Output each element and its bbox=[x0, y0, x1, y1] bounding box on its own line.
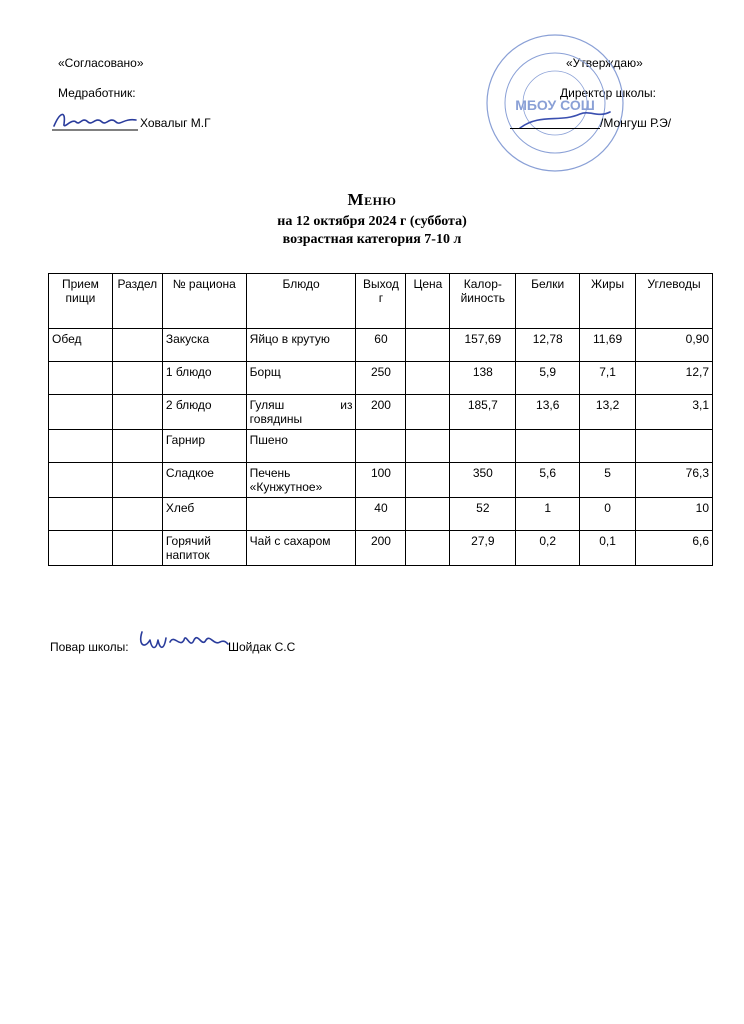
cell-price bbox=[406, 362, 450, 395]
cell-carbs: 3,1 bbox=[636, 395, 713, 430]
cell-section bbox=[112, 463, 162, 498]
cell-dish: Пшено bbox=[246, 430, 356, 463]
menu-table bbox=[48, 273, 713, 566]
cell-carbs: 0,90 bbox=[636, 329, 713, 362]
cell-meal bbox=[49, 395, 113, 430]
cell-ration: 1 блюдо bbox=[162, 362, 246, 395]
cell-section bbox=[112, 395, 162, 430]
cell-price bbox=[406, 531, 450, 566]
cell-dish: Гуляш из говядины bbox=[246, 395, 356, 430]
cell-carbs: 6,6 bbox=[636, 531, 713, 566]
cook-signature bbox=[136, 624, 230, 654]
medic-name: Ховалыг М.Г bbox=[140, 116, 211, 130]
cell-dish: Печень «Кунжутное» bbox=[246, 463, 356, 498]
agreed-label: «Согласовано» bbox=[58, 56, 144, 70]
cell-meal: Обед bbox=[49, 329, 113, 362]
cell-ration: 2 блюдо bbox=[162, 395, 246, 430]
cell-ration: Гарнир bbox=[162, 430, 246, 463]
cell-ration: Хлеб bbox=[162, 498, 246, 531]
cell-calories: 157,69 bbox=[450, 329, 516, 362]
menu-title: Меню bbox=[347, 190, 397, 209]
approved-label: «Утверждаю» bbox=[566, 56, 643, 70]
cook-label: Повар школы: bbox=[50, 640, 129, 654]
cell-section bbox=[112, 329, 162, 362]
col-header: Жиры bbox=[580, 274, 636, 329]
cell-price bbox=[406, 395, 450, 430]
cell-dish: Чай с сахаром bbox=[246, 531, 356, 566]
cell-price bbox=[406, 498, 450, 531]
cell-meal bbox=[49, 362, 113, 395]
menu-date: на 12 октября 2024 г (суббота) bbox=[277, 214, 467, 229]
col-header: Раздел bbox=[112, 274, 162, 329]
col-header: Белки bbox=[516, 274, 580, 329]
medic-signature bbox=[50, 108, 140, 134]
col-header: Прием пищи bbox=[49, 274, 113, 329]
col-header: Блюдо bbox=[246, 274, 356, 329]
cell-calories: 52 bbox=[450, 498, 516, 531]
col-header: № рациона bbox=[162, 274, 246, 329]
cell-carbs bbox=[636, 430, 713, 463]
cell-fats: 7,1 bbox=[580, 362, 636, 395]
school-stamp bbox=[480, 28, 630, 178]
cell-section bbox=[112, 430, 162, 463]
cell-price bbox=[406, 430, 450, 463]
col-header: Калор-йиность bbox=[450, 274, 516, 329]
cell-calories: 185,7 bbox=[450, 395, 516, 430]
table-row bbox=[49, 395, 713, 430]
director-name: /Монгуш Р.Э/ bbox=[600, 116, 672, 130]
cell-ration: Горячий напиток bbox=[162, 531, 246, 566]
cell-ration: Закуска bbox=[162, 329, 246, 362]
cell-dish: Борщ bbox=[246, 362, 356, 395]
cook-name: Шойдак С.С bbox=[228, 640, 296, 654]
director-label: Директор школы: bbox=[560, 86, 656, 100]
cell-proteins: 12,78 bbox=[516, 329, 580, 362]
cell-meal bbox=[49, 498, 113, 531]
cell-price bbox=[406, 463, 450, 498]
cell-meal bbox=[49, 531, 113, 566]
cell-carbs: 12,7 bbox=[636, 362, 713, 395]
medic-label: Медработник: bbox=[58, 86, 136, 100]
cell-calories: 138 bbox=[450, 362, 516, 395]
cell-proteins: 1 bbox=[516, 498, 580, 531]
cell-proteins: 0,2 bbox=[516, 531, 580, 566]
cell-proteins: 5,9 bbox=[516, 362, 580, 395]
cell-price bbox=[406, 329, 450, 362]
table-row bbox=[49, 362, 713, 395]
col-header: Выход г bbox=[356, 274, 406, 329]
table-row bbox=[49, 498, 713, 531]
table-row bbox=[49, 531, 713, 566]
cell-output: 200 bbox=[356, 531, 406, 566]
cell-dish: Яйцо в крутую bbox=[246, 329, 356, 362]
cell-proteins: 5,6 bbox=[516, 463, 580, 498]
cell-section bbox=[112, 362, 162, 395]
cell-output: 60 bbox=[356, 329, 406, 362]
cell-carbs: 10 bbox=[636, 498, 713, 531]
cell-fats: 0,1 bbox=[580, 531, 636, 566]
cell-output: 40 bbox=[356, 498, 406, 531]
cell-section bbox=[112, 531, 162, 566]
cell-dish bbox=[246, 498, 356, 531]
cell-fats: 5 bbox=[580, 463, 636, 498]
menu-age-category: возрастная категория 7-10 л bbox=[282, 232, 462, 247]
cell-fats: 0 bbox=[580, 498, 636, 531]
table-row bbox=[49, 329, 713, 362]
cell-ration: Сладкое bbox=[162, 463, 246, 498]
cell-section bbox=[112, 498, 162, 531]
cell-fats bbox=[580, 430, 636, 463]
col-header: Цена bbox=[406, 274, 450, 329]
table-row bbox=[49, 463, 713, 498]
table-row bbox=[49, 430, 713, 463]
cell-output: 100 bbox=[356, 463, 406, 498]
cell-meal bbox=[49, 430, 113, 463]
cell-output: 200 bbox=[356, 395, 406, 430]
cell-carbs: 76,3 bbox=[636, 463, 713, 498]
cell-calories bbox=[450, 430, 516, 463]
director-signature-line bbox=[510, 128, 600, 129]
cell-proteins: 13,6 bbox=[516, 395, 580, 430]
cell-fats: 13,2 bbox=[580, 395, 636, 430]
cell-calories: 27,9 bbox=[450, 531, 516, 566]
cell-proteins bbox=[516, 430, 580, 463]
col-header: Углеводы bbox=[636, 274, 713, 329]
cell-output bbox=[356, 430, 406, 463]
cell-calories: 350 bbox=[450, 463, 516, 498]
cell-fats: 11,69 bbox=[580, 329, 636, 362]
table-header-row bbox=[49, 274, 713, 329]
cell-meal bbox=[49, 463, 113, 498]
cell-output: 250 bbox=[356, 362, 406, 395]
stamp-text: МБОУ СОШ bbox=[515, 97, 595, 113]
